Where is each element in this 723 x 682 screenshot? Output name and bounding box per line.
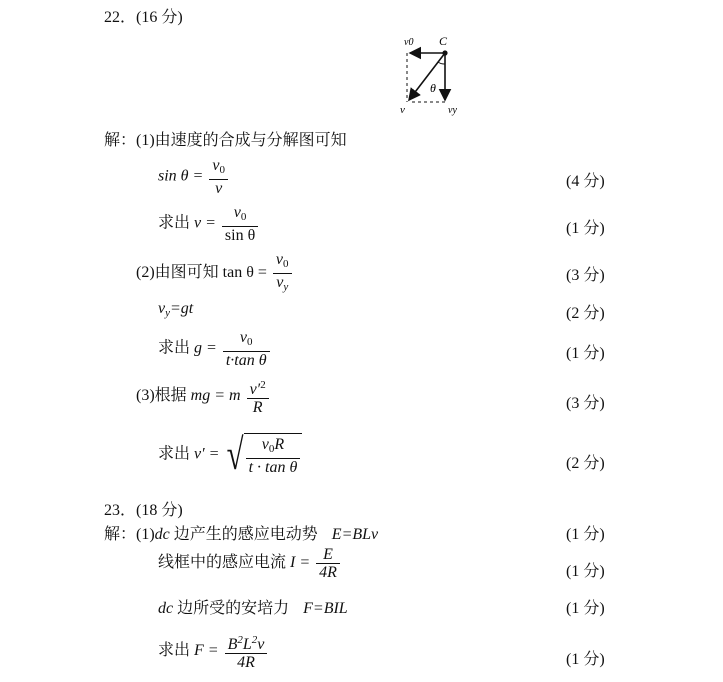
fraction: $\frac{v_0}{v}$ bbox=[209, 157, 228, 197]
label-vy: vy bbox=[448, 105, 457, 116]
fraction: $\frac{v'^2}{R}$ bbox=[247, 377, 269, 416]
fraction: $\frac{B^2L^2v}{4R}$ bbox=[225, 632, 268, 671]
theta-arc bbox=[438, 62, 445, 64]
score: (1 分) bbox=[566, 651, 605, 668]
v-arrow bbox=[409, 53, 445, 100]
q22-eq-g: 求出 g = $\frac{v_0}{\text{t·tan θ}}$ bbox=[158, 329, 272, 369]
q22-eq-vy: $v_y=gt$ bbox=[158, 300, 194, 319]
q23-header: 23．(18 分) bbox=[104, 502, 183, 519]
label-theta: θ bbox=[430, 81, 436, 95]
q22-eq-v: 求出 v = $\frac{v_0}{\text{sin θ}}$ bbox=[158, 204, 260, 244]
q22-header: 22．(16 分) bbox=[104, 9, 183, 26]
score: (1 分) bbox=[566, 220, 605, 237]
q22-eq-vprime: 求出 v′ = √ $\frac{v_0R}{\text{t · tan θ}}$ bbox=[158, 433, 302, 477]
label-v: v bbox=[400, 104, 405, 116]
q23-line-current: 线框中的感应电流 I = $\frac{E}{4R}$ bbox=[158, 546, 342, 581]
fraction: $\frac{v_0R}{\text{t · tan θ}}$ bbox=[246, 436, 301, 476]
point-c bbox=[442, 50, 447, 55]
fraction: $\frac{v_0}{\text{t·tan θ}}$ bbox=[223, 329, 270, 369]
score: (1 分) bbox=[566, 600, 605, 617]
q23-line-force: dc 边所受的安培力 F=BIL bbox=[158, 600, 348, 617]
q22-eq-tan: (2)由图可知 tan θ = $\frac{v_0}{v_y}$ bbox=[136, 251, 294, 296]
score: (2 分) bbox=[566, 305, 605, 322]
score: (3 分) bbox=[566, 267, 605, 284]
velocity-diagram bbox=[395, 32, 470, 116]
q22-eq-sin bbox=[158, 157, 230, 197]
eq-lhs: sin θ = bbox=[158, 167, 204, 185]
fraction: $\frac{E}{4R}$ bbox=[316, 546, 340, 581]
q22-part1-intro: 解：(1)由速度的合成与分解图可知 bbox=[104, 132, 347, 149]
sqrt-icon: √ bbox=[227, 430, 244, 479]
fraction: $\frac{v_0}{\text{sin θ}}$ bbox=[222, 204, 258, 244]
fraction: $\frac{v_0}{v_y}$ bbox=[273, 251, 292, 296]
q23-line-F: 求出 F = $\frac{B^2L^2v}{4R}$ bbox=[158, 632, 269, 671]
score: (1 分) bbox=[566, 345, 605, 362]
label-v0: v0 bbox=[404, 37, 414, 48]
score: (3 分) bbox=[566, 395, 605, 412]
score: (1 分) bbox=[566, 526, 605, 543]
q22-eq-mg: (3)根据 mg = m $\frac{v'^2}{R}$ bbox=[136, 377, 271, 416]
label-c: C bbox=[439, 34, 448, 48]
q23-line-emf: 解：(1)dc 边产生的感应电动势 E=BLv bbox=[104, 526, 379, 543]
score: (4 分) bbox=[566, 173, 605, 190]
score: (2 分) bbox=[566, 455, 605, 472]
score: (1 分) bbox=[566, 563, 605, 580]
